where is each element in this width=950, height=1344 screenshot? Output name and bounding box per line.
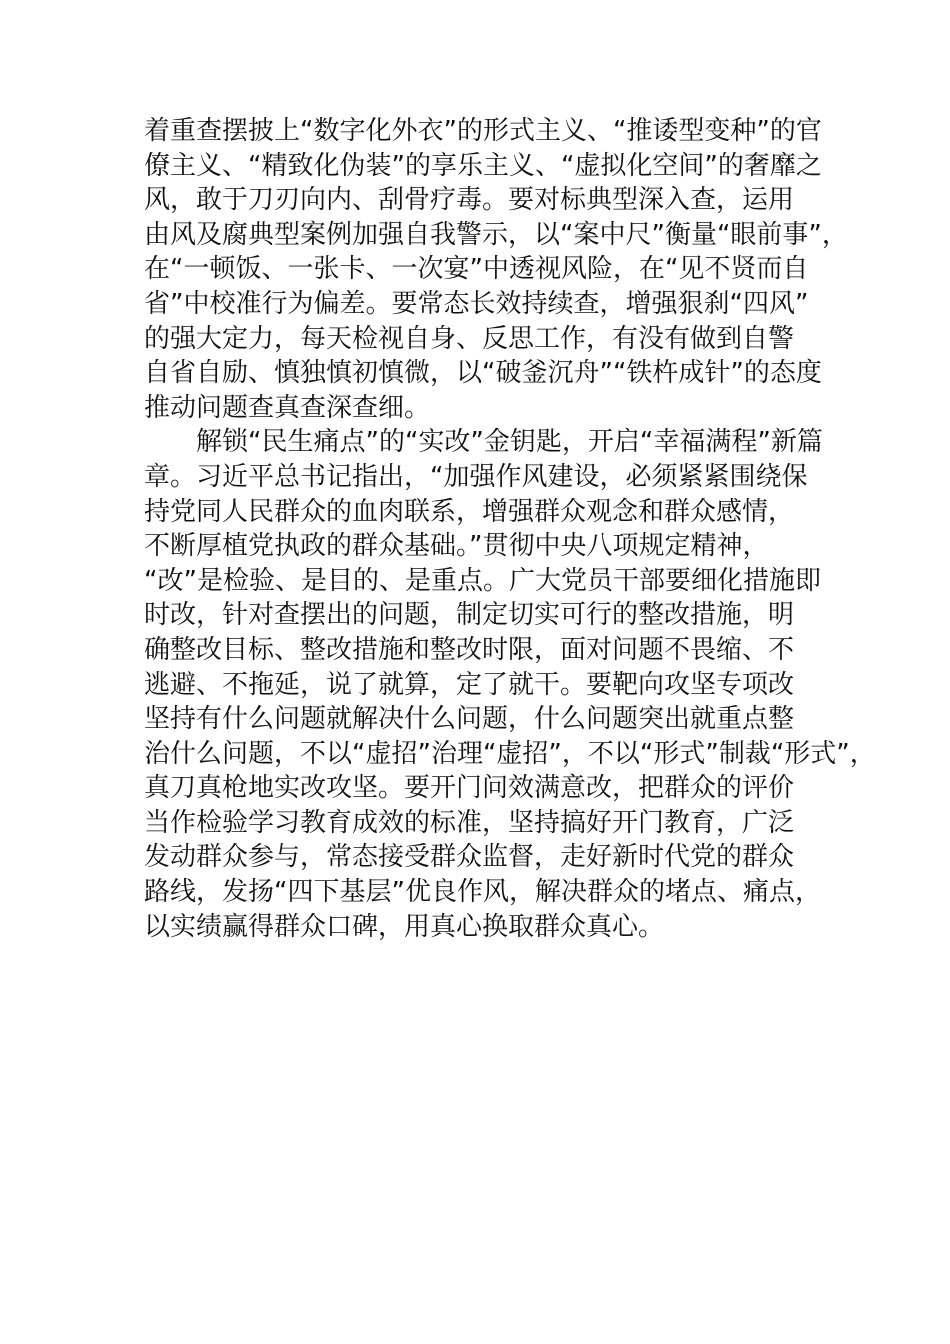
paragraph-line: 逃避、不拖延，说了就算，定了就干。要靶向攻坚专项改: [144, 669, 795, 700]
paragraph-line: 当作检验学习教育成效的标准，坚持搞好开门教育，广泛: [144, 807, 795, 838]
paragraph-line: 真刀真枪地实改攻坚。要开门问效满意改，把群众的评价: [144, 773, 795, 804]
paragraph-line: 推动问题查真查深查细。: [144, 392, 431, 423]
paragraph-line: 在“一顿饭、一张卡、一次宴”中透视风险，在“见不贤而自: [144, 254, 809, 285]
paragraph-line: 的强大定力，每天检视自身、反思工作，有没有做到自警: [144, 323, 795, 354]
paragraph-line: 风，敢于刀刃向内、刮骨疗毒。要对标典型深入查，运用: [144, 185, 795, 216]
paragraph-line: 坚持有什么问题就解决什么问题，什么问题突出就重点整: [144, 704, 795, 735]
paragraph-line: 省”中校准行为偏差。要常态长效持续查，增强狠刹“四风”: [144, 288, 809, 319]
paragraph-line: 章。习近平总书记指出，“加强作风建设，必须紧紧围绕保: [144, 461, 808, 492]
document-body: [144, 114, 876, 944]
paragraph-line: 发动群众参与，常态接受群众监督，走好新时代党的群众: [144, 842, 795, 873]
paragraph-line: 持党同人民群众的血肉联系，增强群众观念和群众感情，: [144, 496, 795, 527]
paragraph-line: 确整改目标、整改措施和整改时限，面对问题不畏缩、不: [144, 634, 795, 665]
paragraph-line: 治什么问题，不以“虚招”治理“虚招”，不以“形式”制裁“形式”，: [144, 738, 876, 769]
paragraph-line: 路线，发扬“四下基层”优良作风，解决群众的堵点、痛点，: [144, 877, 821, 908]
paragraph-line: 时改，针对查摆出的问题，制定切实可行的整改措施，明: [144, 600, 795, 631]
paragraph-2: [144, 425, 876, 944]
paragraph-line: 自省自励、慎独慎初慎微，以“破釜沉舟”“铁杵成针”的态度: [144, 358, 822, 389]
paragraph-line: 不断厚植党执政的群众基础。”贯彻中央八项规定精神，: [144, 531, 769, 562]
paragraph-line: “改”是检验、是目的、是重点。广大党员干部要细化措施即: [144, 565, 821, 596]
paragraph-line: 由风及腐典型案例加强自我警示，以“案中尺”衡量“眼前事”，: [144, 219, 848, 250]
paragraph-1: [144, 114, 848, 425]
paragraph-line: 着重查摆披上“数字化外衣”的形式主义、“推诿型变种”的官: [144, 116, 822, 146]
paragraph-line: 僚主义、“精致化伪装”的享乐主义、“虚拟化空间”的奢靡之: [144, 150, 822, 181]
paragraph-line: 以实绩赢得群众口碑，用真心换取群众真心。: [144, 911, 665, 942]
paragraph-line: 解锁“民生痛点”的“实改”金钥匙，开启“幸福满程”新篇: [196, 427, 823, 458]
